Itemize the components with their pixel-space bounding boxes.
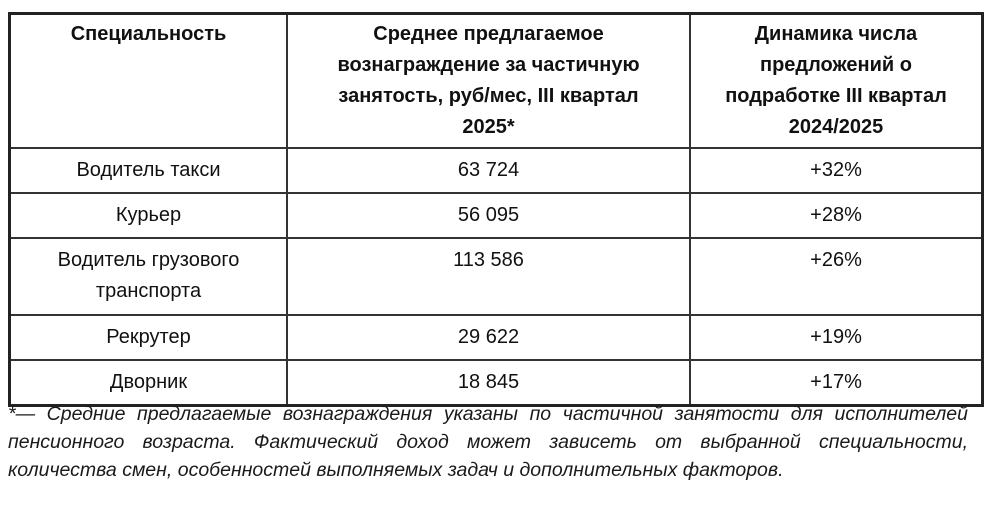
- header-pay: Среднее предлагаемое вознаграждение за частичную занятость, руб/мес, III квартал 2025*: [287, 14, 690, 149]
- footnote: *— Средние предлагаемые вознаграждения указаны по частичной занятости для исполнителей пенсионного возраста. Фактический доход может зависеть от выбранной специальности, количества смен, особенностей выполняемых задач и дополнительных факторов.: [8, 403, 968, 481]
- part-time-pay-table: [8, 12, 984, 407]
- table-row: [10, 315, 983, 360]
- cell-pay: 113 586: [287, 238, 690, 315]
- cell-change: +19%: [690, 315, 983, 360]
- cell-specialty: Курьер: [10, 193, 288, 238]
- cell-change: +26%: [690, 238, 983, 315]
- table-row: [10, 148, 983, 193]
- cell-pay: 29 622: [287, 315, 690, 360]
- cell-change: +17%: [690, 360, 983, 405]
- table-row: [10, 238, 983, 315]
- cell-specialty: Дворник: [10, 360, 288, 405]
- cell-specialty: Водитель такси: [10, 148, 288, 193]
- table-row: [10, 193, 983, 238]
- cell-specialty: Рекрутер: [10, 315, 288, 360]
- header-change: Динамика числа предложений о подработке III квартал 2024/2025: [690, 14, 983, 149]
- cell-pay: 56 095: [287, 193, 690, 238]
- cell-change: +28%: [690, 193, 983, 238]
- header-row: [10, 14, 983, 149]
- cell-specialty: Водитель грузового транспорта: [10, 238, 288, 315]
- table-row: [10, 360, 983, 405]
- cell-pay: 18 845: [287, 360, 690, 405]
- cell-change: +32%: [690, 148, 983, 193]
- header-specialty: Специальность: [10, 14, 288, 149]
- cell-pay: 63 724: [287, 148, 690, 193]
